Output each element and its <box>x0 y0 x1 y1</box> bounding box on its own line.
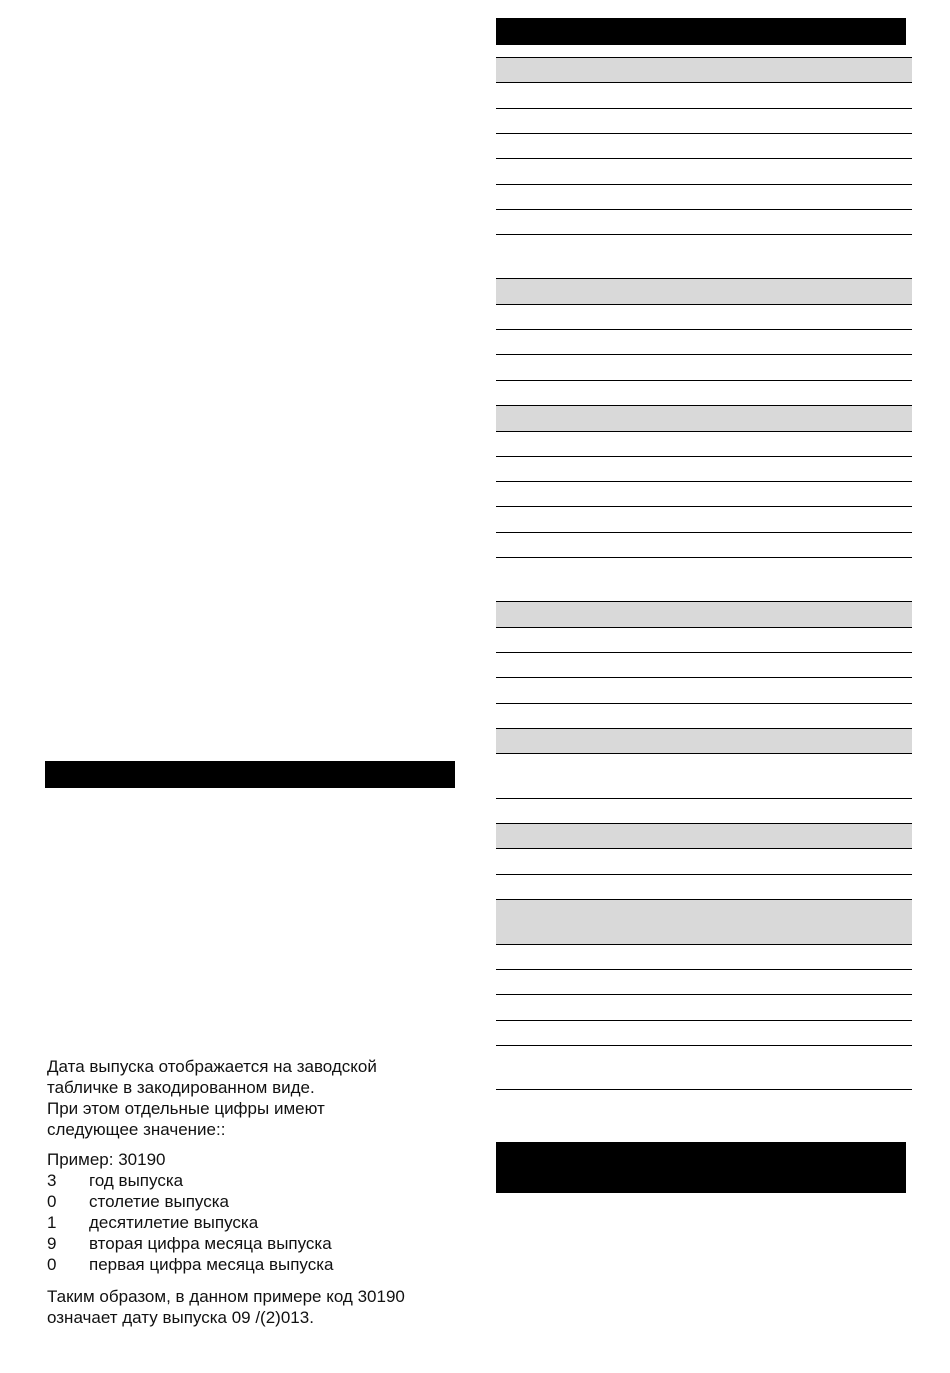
conclusion-paragraph: Таким образом, в данном примере код 30190 означает дату выпуска 09 /(2)013. <box>47 1287 405 1327</box>
digit-legend <box>47 1170 333 1275</box>
table-row <box>496 507 912 533</box>
table-row <box>496 1046 912 1090</box>
table-section-header <box>496 278 912 305</box>
table-row <box>496 1021 912 1046</box>
legend-meaning: столетие выпуска <box>89 1192 229 1211</box>
table-row <box>496 210 912 235</box>
table-section-header <box>496 57 912 83</box>
legend-digit: 3 <box>47 1171 57 1190</box>
date-code-paragraph: Дата выпуска отображается на заводской табличке в закодированном виде. При этом отдельные цифры имеют следующее значение:: <box>47 1057 377 1139</box>
table-row <box>496 305 912 330</box>
table-row <box>496 134 912 159</box>
legend-row <box>47 1170 333 1191</box>
table-row <box>496 754 912 799</box>
table-row <box>496 159 912 185</box>
section-header-bar-bottom <box>496 1142 906 1193</box>
legend-row <box>47 1212 333 1233</box>
table-row <box>496 533 912 558</box>
table-row <box>496 109 912 134</box>
table-row <box>496 330 912 355</box>
table-row <box>496 355 912 381</box>
table-row <box>496 995 912 1021</box>
table-row <box>496 83 912 109</box>
table-section-header <box>496 728 912 754</box>
legend-digit: 0 <box>47 1192 57 1211</box>
table-section-header <box>496 601 912 628</box>
table-section-header <box>496 823 912 849</box>
table-row <box>496 970 912 995</box>
legend-row <box>47 1233 333 1254</box>
table-header-bar <box>496 18 906 45</box>
legend-meaning: десятилетие выпуска <box>89 1213 259 1232</box>
table-row <box>496 482 912 507</box>
table-row <box>496 653 912 678</box>
legend-digit: 9 <box>47 1234 57 1253</box>
table-section-header <box>496 405 912 432</box>
table-row <box>496 185 912 210</box>
table-row <box>496 628 912 653</box>
table-row <box>496 849 912 875</box>
table-row <box>496 457 912 482</box>
legend-digit: 1 <box>47 1213 57 1232</box>
legend-meaning: первая цифра месяца выпуска <box>89 1255 334 1274</box>
legend-row <box>47 1254 333 1275</box>
legend-row <box>47 1191 333 1212</box>
table-row <box>496 945 912 970</box>
example-label: Пример: 30190 <box>47 1150 166 1169</box>
legend-meaning: год выпуска <box>89 1171 184 1190</box>
table-row <box>496 432 912 457</box>
table-row <box>496 678 912 704</box>
section-header-bar-left <box>45 761 455 788</box>
legend-meaning: вторая цифра месяца выпуска <box>89 1234 332 1253</box>
legend-digit: 0 <box>47 1255 57 1274</box>
table-section-header <box>496 899 912 945</box>
